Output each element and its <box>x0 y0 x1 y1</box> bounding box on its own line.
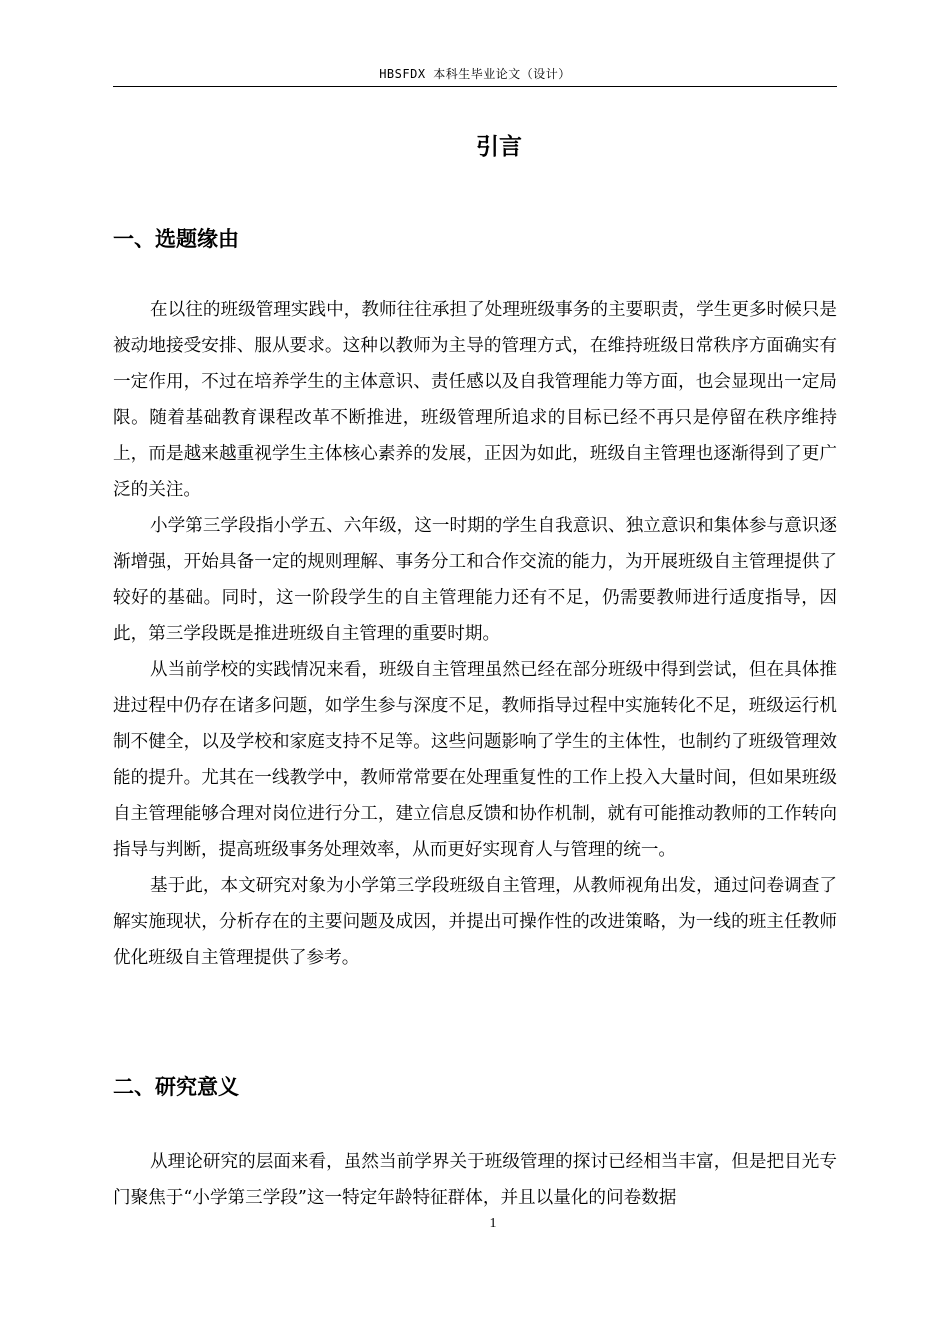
paragraph: 从理论研究的层面来看，虽然当前学界关于班级管理的探讨已经相当丰富，但是把目光专门聚焦于“小学第三学段”这一特定年龄特征群体，并且以量化的问卷数据 <box>113 1152 837 1208</box>
section-body-topic-origin <box>113 292 837 976</box>
section-body-significance <box>113 1144 837 1216</box>
section-heading-significance: 二、研究意义 <box>113 1075 239 1099</box>
section-heading-topic-origin: 一、选题缘由 <box>113 227 239 251</box>
paragraph: 在以往的班级管理实践中，教师往往承担了处理班级事务的主要职责，学生更多时候只是被动地接受安排、服从要求。这种以教师为主导的管理方式，在维持班级日常秩序方面确实有一定作用，不过在培养学生的主体意识、责任感以及自我管理能力等方面，也会显现出一定局限。随着基础教育课程改革不断推进，班级管理所追求的目标已经不再只是停留在秩序维持上，而是越来越重视学生主体核心素养的发展，正因为如此，班级自主管理也逐渐得到了更广泛的关注。 <box>113 300 837 500</box>
page-title: 引言 <box>476 134 522 160</box>
page-number: 1 <box>489 1216 497 1231</box>
paragraph: 从当前学校的实践情况来看，班级自主管理虽然已经在部分班级中得到尝试，但在具体推进过程中仍存在诸多问题，如学生参与深度不足，教师指导过程中实施转化不足，班级运行机制不健全，以及学校和家庭支持不足等。这些问题影响了学生的主体性，也制约了班级管理效能的提升。尤其在一线教学中，教师常常要在处理重复性的工作上投入大量时间，但如果班级自主管理能够合理对岗位进行分工，建立信息反馈和协作机制，就有可能推动教师的工作转向指导与判断，提高班级事务处理效率，从而更好实现育人与管理的统一。 <box>113 660 837 860</box>
paragraph: 小学第三学段指小学五、六年级，这一时期的学生自我意识、独立意识和集体参与意识逐渐增强，开始具备一定的规则理解、事务分工和合作交流的能力，为开展班级自主管理提供了较好的基础。同时，这一阶段学生的自主管理能力还有不足，仍需要教师进行适度指导，因此，第三学段既是推进班级自主管理的重要时期。 <box>113 516 837 644</box>
paragraph: 基于此，本文研究对象为小学第三学段班级自主管理，从教师视角出发，通过问卷调查了解实施现状，分析存在的主要问题及成因，并提出可操作性的改进策略，为一线的班主任教师优化班级自主管理提供了参考。 <box>113 876 837 968</box>
running-header: HBSFDX 本科生毕业论文（设计） <box>379 67 571 81</box>
header-divider <box>113 86 837 87</box>
